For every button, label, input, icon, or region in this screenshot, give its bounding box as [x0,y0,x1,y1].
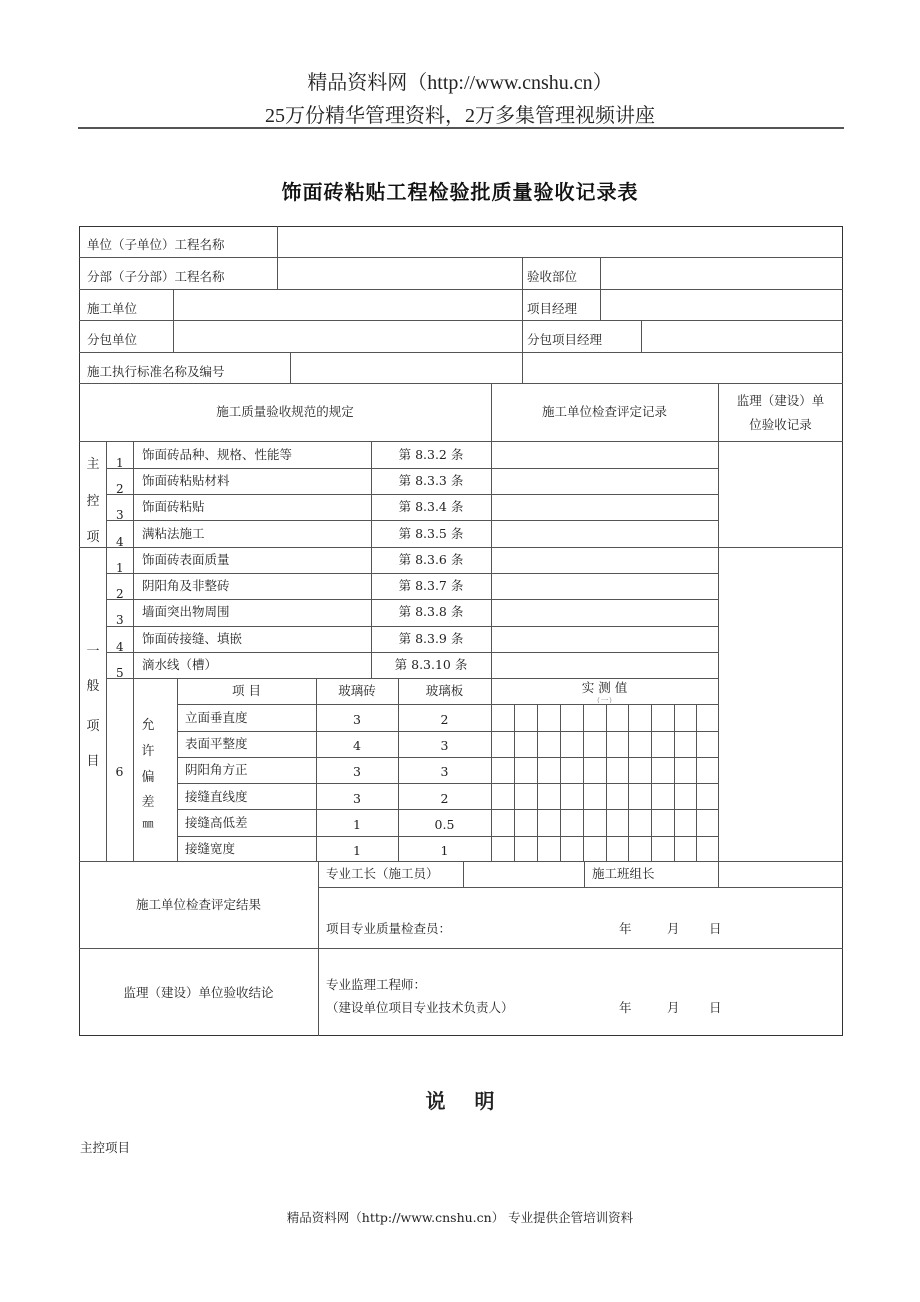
deviation-row-name: 接缝直线度 [185,789,248,804]
table-rule-vertical [584,861,585,887]
table-rule-vertical [641,320,642,352]
table-rule-vertical [651,704,652,861]
item-clause: 第 8.3.7 条 [398,578,464,593]
deviation-row-name: 立面垂直度 [185,710,248,725]
unit-name-label: 单位（子单位）工程名称 [87,237,225,252]
result-year: 年 [619,921,632,936]
notes-heading: 说 明 [425,1089,495,1113]
conclusion-label: 监理（建设）单位验收结论 [123,985,274,1000]
deviation-row-v2: 3 [440,764,449,779]
general-char: 项 [86,719,100,734]
deviation-label-char: 许 [141,744,155,759]
item-no: 1 [116,456,124,470]
table-rule-horizontal [79,948,843,949]
item-name: 饰面砖品种、规格、性能等 [142,447,293,462]
subcontractor-field[interactable] [175,321,521,351]
project-manager-field[interactable] [602,290,842,319]
deviation-row-v2: 2 [440,712,449,727]
sub-project-manager-label: 分包项目经理 [527,332,603,347]
spec-header: 施工质量验收规范的规定 [216,404,354,419]
table-rule-horizontal [79,547,843,548]
foreman-label: 专业工长（施工员） [326,866,439,881]
supervisor-record-header-line1: 监理（建设）单 [736,393,825,408]
item-no: 2 [116,587,124,601]
deviation-row-v1: 3 [353,791,361,806]
project-manager-label: 项目经理 [527,301,578,316]
table-rule-vertical [277,226,278,289]
table-rule-vertical [290,352,291,383]
table-rule-vertical [514,704,515,861]
table-rule-vertical [674,704,675,861]
team-leader-label: 施工班组长 [592,866,655,881]
measured-value-subheader: （一） [592,697,617,703]
subpart-name-label: 分部（子分部）工程名称 [87,269,225,284]
item-name: 阴阳角及非整砖 [142,578,230,593]
deviation-label-char: 偏 [141,770,155,785]
glass-brick-header: 玻璃砖 [338,683,376,698]
conclusion-year: 年 [619,1000,632,1015]
table-rule-vertical [718,383,719,861]
general-char: 般 [86,679,100,694]
deviation-item-header: 项 目 [232,683,261,698]
item-name: 滴水线（槽） [142,657,218,672]
deviation-row-v2: 3 [440,738,449,753]
deviation-row-name: 接缝高低差 [185,815,248,830]
conclusion-day: 日 [709,1000,722,1015]
subpart-name-field[interactable] [279,258,521,288]
table-rule-vertical [173,289,174,352]
table-rule-horizontal [106,599,719,600]
contractor-field[interactable] [175,290,521,319]
table-rule-vertical [537,704,538,861]
table-rule-vertical [718,861,719,887]
result-month: 月 [667,921,680,936]
item-name: 饰面砖粘贴材料 [142,473,230,488]
result-label: 施工单位检查评定结果 [135,897,261,912]
table-rule-vertical [106,441,107,861]
general-char: 目 [86,754,100,769]
deviation-no: 6 [115,764,124,779]
item-clause: 第 8.3.2 条 [398,447,464,462]
table-rule-horizontal [106,626,719,627]
item-clause: 第 8.3.9 条 [398,631,464,646]
item-name: 饰面砖粘贴 [142,499,205,514]
item-no: 3 [116,613,124,627]
deviation-row-v2: 0.5 [434,817,455,832]
item-clause: 第 8.3.4 条 [398,499,464,514]
table-rule-vertical [560,704,561,861]
main-control-char: 项 [86,530,100,545]
table-rule-horizontal [133,468,719,469]
acceptance-part-label: 验收部位 [527,269,578,284]
item-name: 墙面突出物周围 [142,604,230,619]
deviation-row-name: 表面平整度 [185,736,248,751]
table-rule-horizontal [106,573,719,574]
glass-panel-header: 玻璃板 [425,683,464,698]
table-rule-vertical [606,704,607,861]
acceptance-part-field[interactable] [602,258,842,288]
item-no: 4 [116,640,124,654]
notes-first-item: 主控项目 [80,1140,131,1155]
main-control-char: 主 [86,457,100,472]
deviation-row-v1: 1 [353,843,361,858]
inspector-label: 项目专业质量检查员： [326,921,452,936]
contractor-record-header: 施工单位检查评定记录 [541,404,667,419]
measured-value-header: 实 测 值 [581,680,628,695]
team-leader-field[interactable] [720,862,842,886]
table-rule-vertical [133,441,134,861]
item-name: 满粘法施工 [142,526,205,541]
site-header-line1: 精品资料网（http://www.cnshu.cn） [307,72,613,94]
deviation-row-v1: 4 [353,738,361,753]
form-title: 饰面砖粘贴工程检验批质量验收记录表 [281,180,639,204]
deviation-row-v2: 1 [440,843,449,858]
deviation-row-v2: 2 [440,791,449,806]
site-header-line2: 25万份精华管理资料，2万多集管理视频讲座 [265,105,655,127]
table-rule-vertical [318,861,319,1036]
table-rule-vertical [600,257,601,320]
table-rule-horizontal [106,652,719,653]
sub-project-manager-field[interactable] [643,321,842,351]
subcontractor-label: 分包单位 [87,332,138,347]
deviation-label-char: 允 [141,718,155,733]
table-rule-vertical [491,383,492,861]
page-footer: 精品资料网（http://www.cnshu.cn） 专业提供企管培训资料 [286,1210,634,1225]
table-rule-vertical [696,704,697,861]
table-rule-vertical [177,678,178,861]
conclusion-month: 月 [667,1000,680,1015]
owner-label: （建设单位项目专业技术负责人） [326,1000,514,1015]
deviation-row-v1: 3 [353,764,361,779]
table-rule-vertical [583,704,584,861]
table-rule-horizontal [79,383,843,384]
item-no: 5 [116,666,124,680]
item-clause: 第 8.3.6 条 [398,552,464,567]
deviation-row-name: 阴阳角方正 [185,762,248,777]
table-rule-horizontal [133,494,719,495]
table-rule-vertical [628,704,629,861]
table-rule-horizontal [177,757,719,758]
item-no: 3 [116,508,124,522]
table-rule-horizontal [177,731,719,732]
item-no: 1 [116,561,124,575]
deviation-row-v1: 3 [353,712,361,727]
table-rule-vertical [463,861,464,887]
table-rule-horizontal [79,441,843,442]
table-rule-horizontal [106,678,719,679]
table-rule-horizontal [177,704,719,705]
item-clause: 第 8.3.3 条 [398,473,464,488]
item-clause: 第 8.3.10 条 [394,657,468,672]
contractor-label: 施工单位 [87,301,138,316]
general-char: 一 [86,644,100,659]
item-no: 2 [116,482,124,496]
item-name: 饰面砖表面质量 [142,552,230,567]
main-control-char: 控 [86,494,100,509]
foreman-field[interactable] [465,862,583,886]
result-day: 日 [709,921,722,936]
supervisor-record-header-line2: 位验收记录 [749,417,812,432]
standard-label: 施工执行标准名称及编号 [87,364,225,379]
item-name: 饰面砖接缝、填嵌 [142,631,243,646]
engineer-label: 专业监理工程师： [326,977,427,992]
item-clause: 第 8.3.8 条 [398,604,464,619]
deviation-unit-char: ㎜ [142,817,154,830]
item-clause: 第 8.3.5 条 [398,526,464,541]
unit-name-field[interactable] [279,227,842,256]
deviation-label-char: 差 [141,795,155,810]
table-rule-horizontal [133,520,719,521]
standard-field[interactable] [292,353,842,382]
item-no: 4 [116,535,124,549]
deviation-row-v1: 1 [353,817,361,832]
deviation-row-name: 接缝宽度 [185,841,236,856]
table-rule-horizontal [177,836,719,837]
table-rule-horizontal [177,809,719,810]
table-rule-horizontal [318,887,843,888]
table-rule-horizontal [177,783,719,784]
